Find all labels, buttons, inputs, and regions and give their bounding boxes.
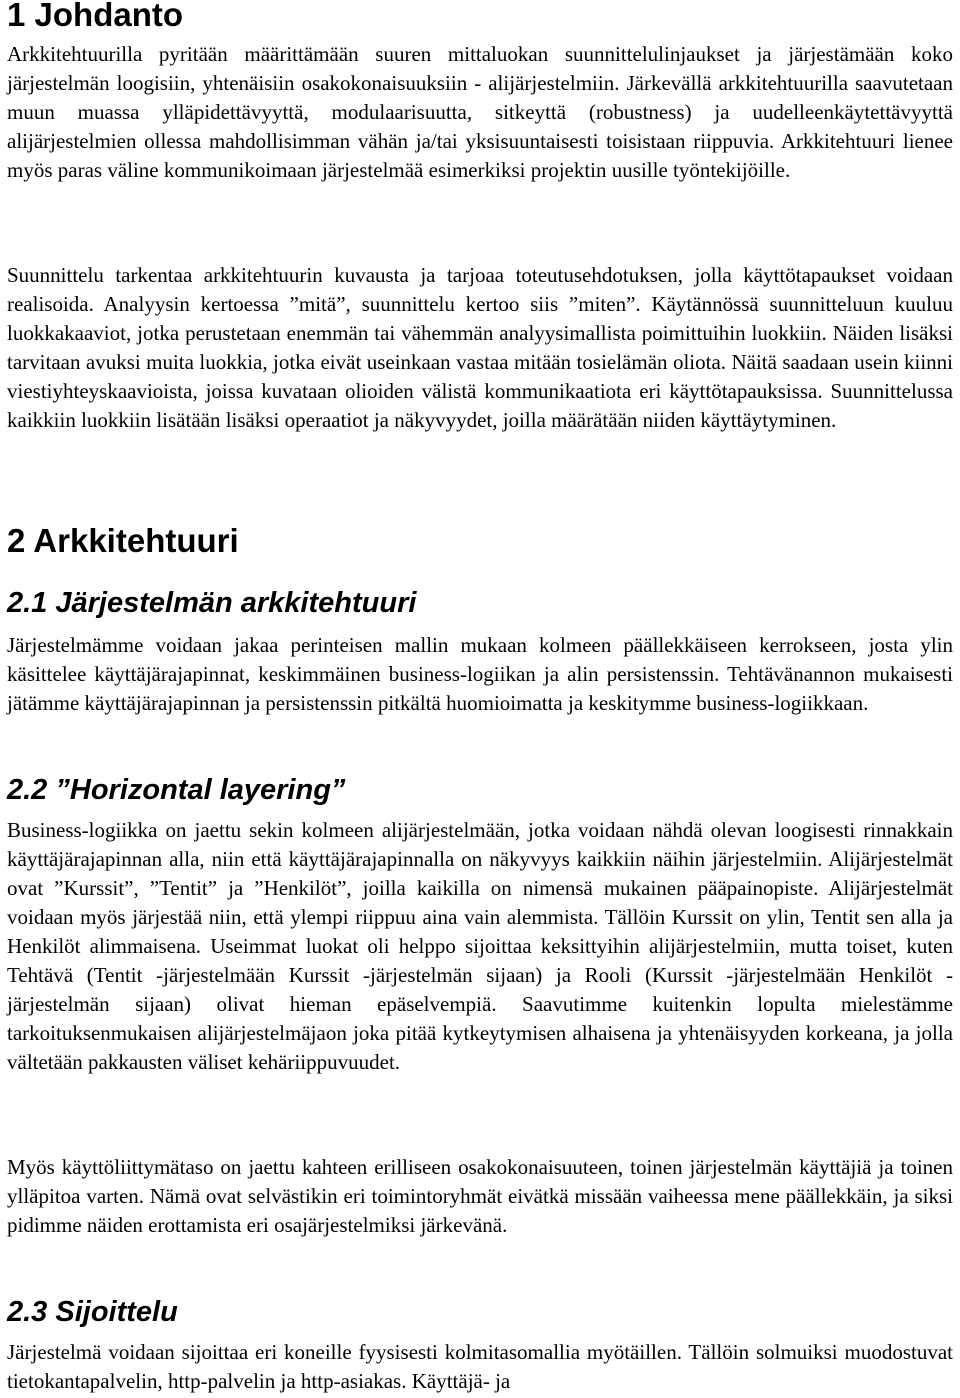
paragraph-horizontal-layering-1: Business-logiikka on jaettu sekin kolmeen alijärjestelmään, jotka voidaan nähdä olevan loogisesti rinnakkain käyttäjärajapinnan alla, niin että käyttäjärajapinnalla on näkyvyys kaikkiin näihin järjestelmiin. Alijärjestelmät ovat ”Kurssit”, ”Tentit” ja ”Henkilöt”, joilla kaikilla on nimensä mukainen pääpainopiste. Alijärjestelmät voidaan myös järjestää niin, että ylempi riippuu aina vain alemmista. Tällöin Kurssit on ylin, Tentit sen alla ja Henkilöt alimmaisena. Useimmat luokat oli helppo sijoittaa keksittyihin alijärjestelmiin, mutta toiset, kuten Tehtävä (Tentit -järjestelmään Kurssit -järjestelmän sijaan) ja Rooli (Kurssit -järjestelmään Henkilöt -järjestelmän sijaan) olivat hieman epäselvempiä. Saavutimme kuitenkin lopulta mielestämme tarkoituksenmukaisen alijärjestelmäjaon joka pitää kytkeytymisen alhaisena ja yhtenäisyyden korkeana, ja jolla vältetään pakkausten väliset kehäriippuvuudet.	[7, 818, 953, 1074]
section-heading-arkkitehtuuri: 2 Arkkitehtuuri	[7, 522, 239, 559]
subsection-heading-horizontal-layering: 2.2 ”Horizontal layering”	[7, 774, 346, 806]
paragraph-johdanto-1: Arkkitehtuurilla pyritään määrittämään suuren mittaluokan suunnittelulinjaukset ja järjestämään koko järjestelmän loogisiin, yhtenäisiin osakokonaisuuksiin - alijärjestelmiin. Järkevällä arkkitehtuurilla saavutetaan muun muassa ylläpidettävyyttä, modulaarisuutta, sitkeyttä (robustness) ja uudelleenkäytettävyyttä alijärjestelmien ollessa mahdollisimman vähän ja/tai yksisuuntaisesti toisistaan riippuvia. Arkkitehtuuri lienee myös paras väline kommunikoimaan järjestelmää esimerkiksi projektin uusille työntekijöille.	[7, 42, 953, 182]
paragraph-horizontal-layering-2: Myös käyttöliittymätaso on jaettu kahteen erilliseen osakokonaisuuteen, toinen järjestelmän käyttäjiä ja toinen ylläpitoa varten. Nämä ovat selvästikin eri toimintoryhmät eivätkä missään vaiheessa mene päällekkäin, ja siksi pidimme näiden erottamista eri osajärjestelmiksi järkevänä.	[7, 1155, 953, 1237]
paragraph-sijoittelu: Järjestelmä voidaan sijoittaa eri koneille fyysisesti kolmitasomallia myötäillen. Tällöin solmuiksi muodostuvat tietokantapalvelin, http-palvelin ja http-asiakas. Käyttäjä- ja	[7, 1340, 953, 1393]
paragraph-johdanto-2: Suunnittelu tarkentaa arkkitehtuurin kuvausta ja tarjoaa toteutusehdotuksen, jolla käyttötapaukset voidaan realisoida. Analyysin kertoessa ”mitä”, suunnittelu kertoo siis ”miten”. Käytännössä suunnitteluun kuuluu luokkakaaviot, jotka perustetaan enemmän tai vähemmän analyysimallista poimittuihin luokkiin. Näiden lisäksi tarvitaan avuksi muita luokkia, jotka eivät useinkaan vastaa mitään tosielämän oliota. Näitä saadaan usein kiinni viestiyhteyskaavioista, joissa kuvataan olioiden välistä kommunikaatiota eri käyttötapauksissa. Suunnittelussa kaikkiin luokkiin lisätään lisäksi operaatiot ja näkyvyydet, joilla määrätään niiden käyttäytyminen.	[7, 263, 953, 432]
subsection-heading-jarjestelman-arkkitehtuuri: 2.1 Järjestelmän arkkitehtuuri	[7, 587, 417, 619]
section-heading-johdanto: 1 Johdanto	[7, 0, 184, 33]
paragraph-jarjestelman-arkkitehtuuri: Järjestelmämme voidaan jakaa perinteisen mallin mukaan kolmeen päällekkäiseen kerrokseen, josta ylin käsittelee käyttäjärajapinnat, keskimmäinen business-logiikan ja alin persistenssin. Tehtävänannon mukaisesti jätämme käyttäjärajapinnan ja persistenssin pitkältä huomioimatta ja keskitymme business-logiikkaan.	[7, 633, 953, 715]
subsection-heading-sijoittelu: 2.3 Sijoittelu	[7, 1296, 178, 1328]
